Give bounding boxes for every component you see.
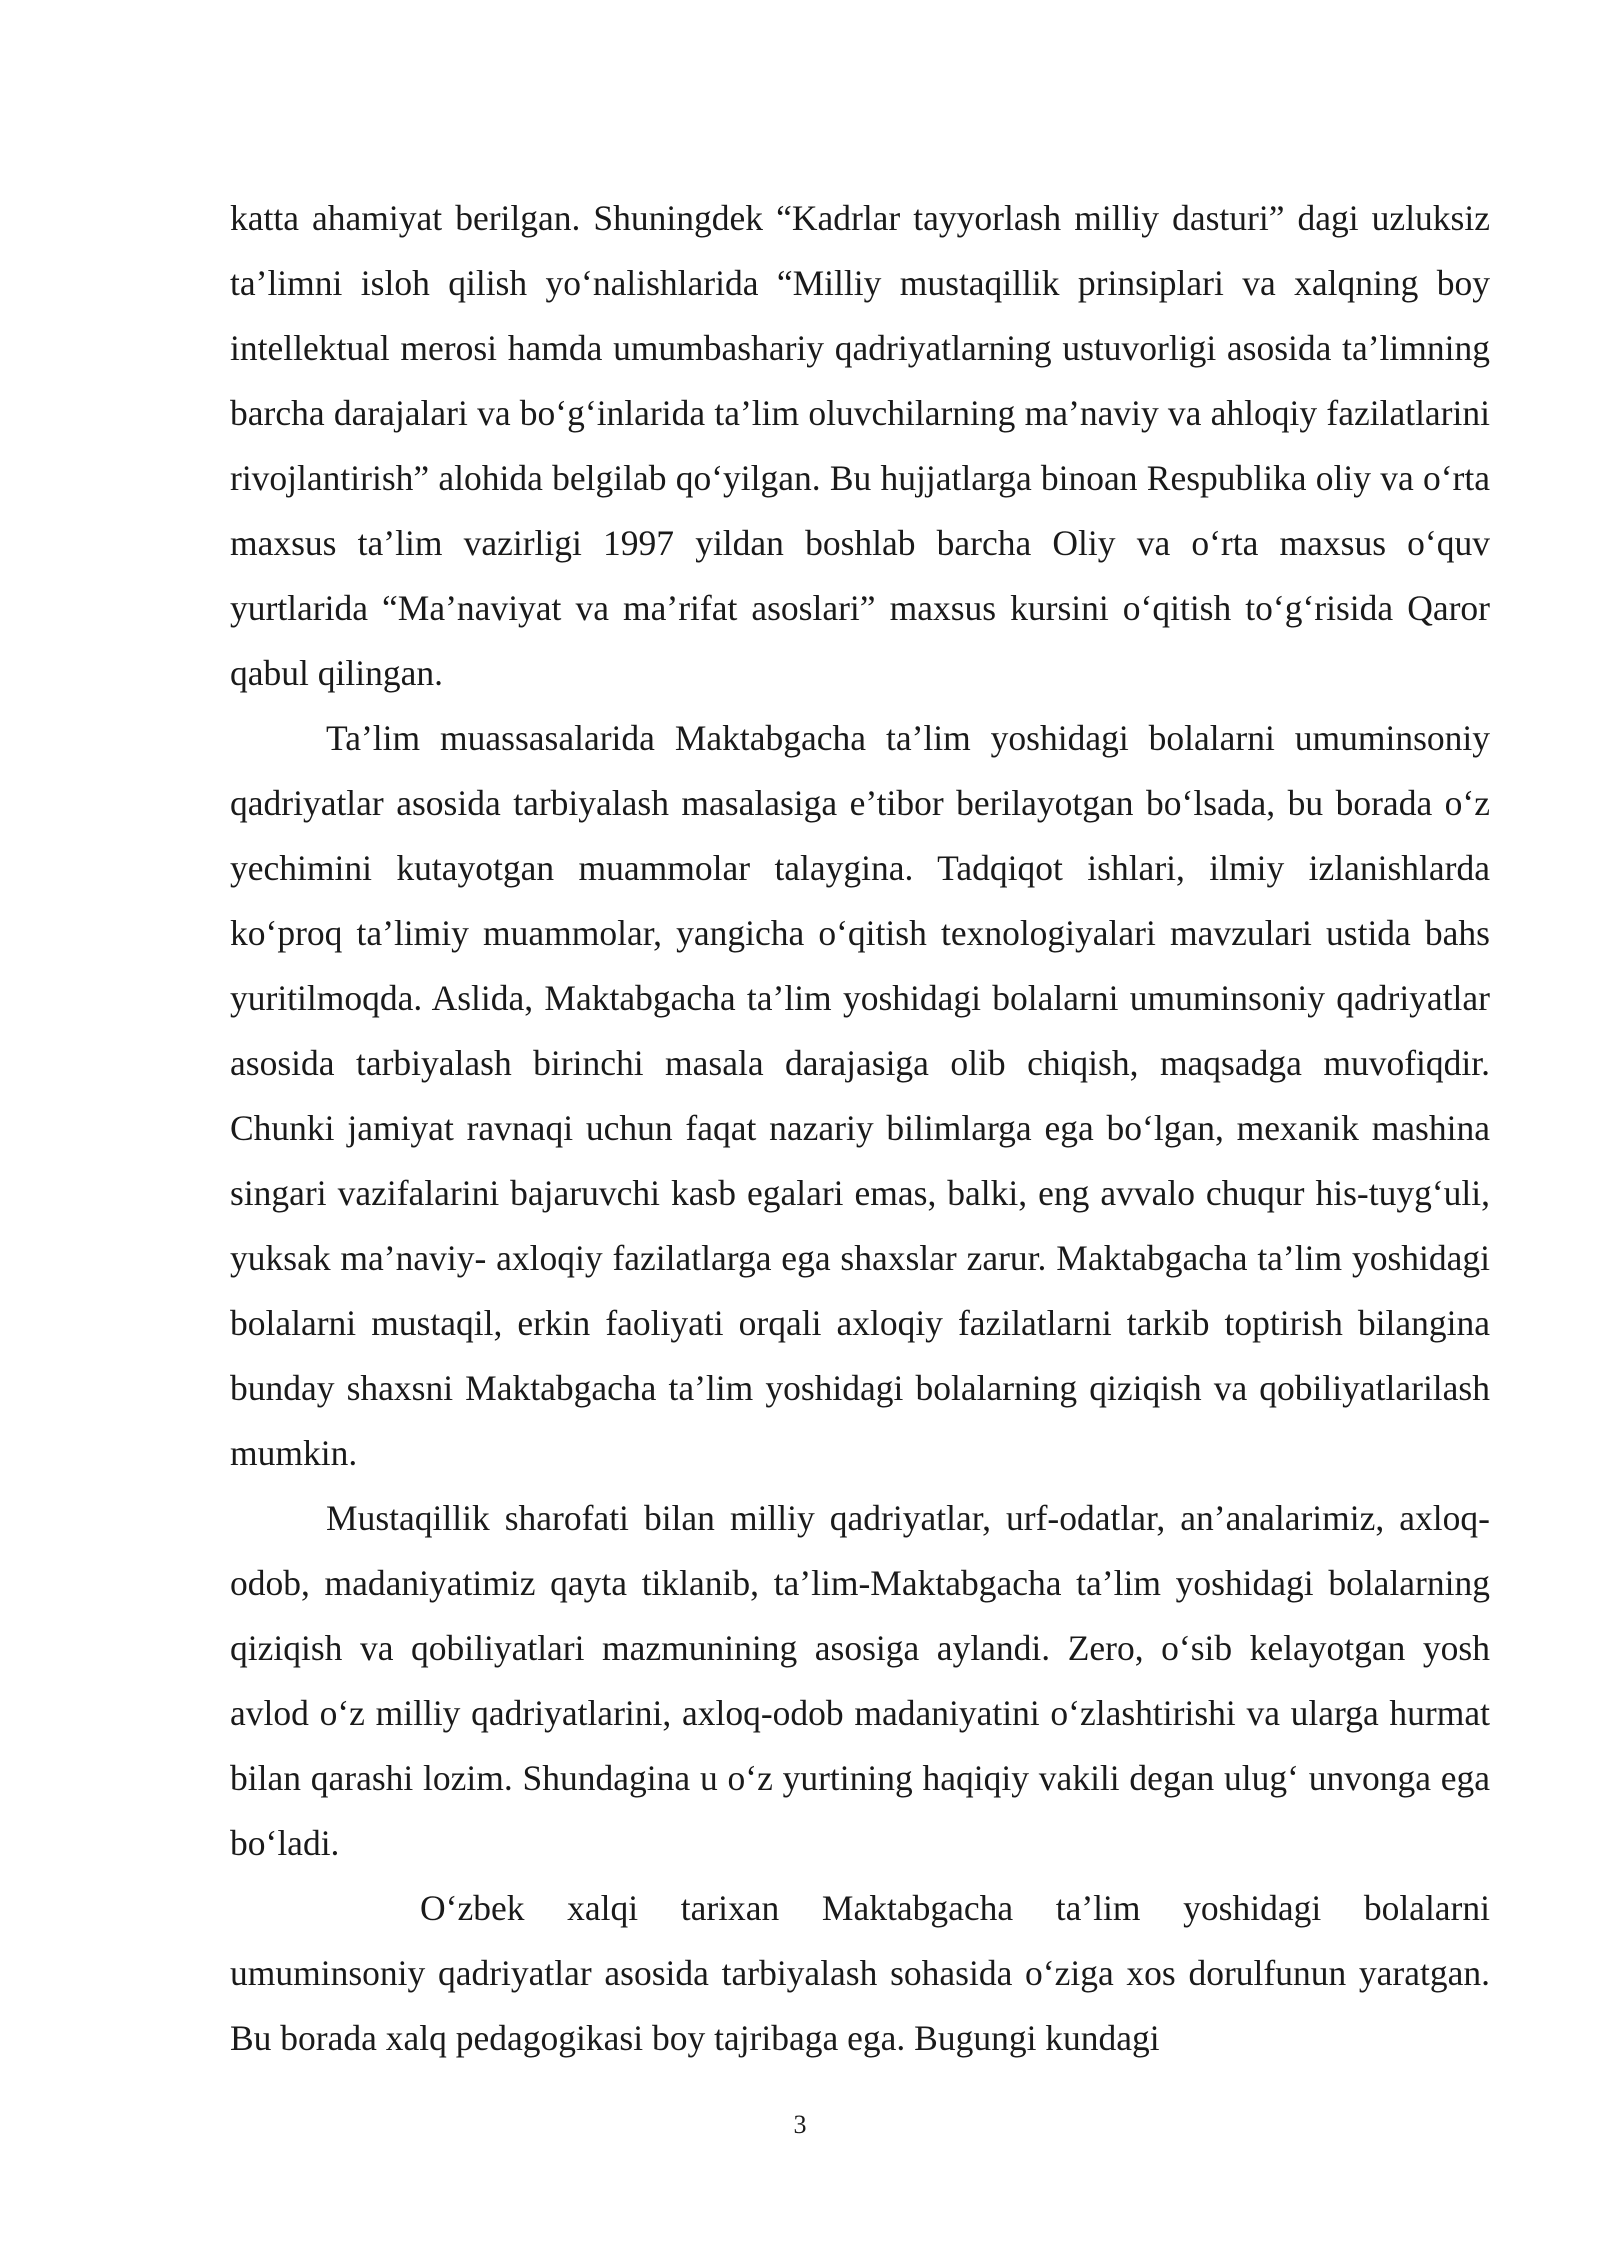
paragraph-2: Ta’lim muassasalarida Maktabgacha ta’lim yoshidagi bolalarni umuminsoniy qadriyatlar asosida tarbiyalash masalasiga e’tibor berilayotgan bo‘lsada, bu borada o‘z yechimini kutayotgan muammolar talaygina. Tadqiqot ishlari, ilmiy izlanishlarda ko‘proq ta’limiy muammolar, yangicha o‘qitish texnologiyalari mavzulari ustida bahs yuritilmoqda. Aslida, Maktabgacha ta’lim yoshidagi bolalarni umuminsoniy qadriyatlar asosida tarbiyalash birinchi masala darajasiga olib chiqish, maqsadga muvofiqdir. Chunki jamiyat ravnaqi uchun faqat nazariy bilimlarga ega bo‘lgan, mexanik mashina singari vazifalarini bajaruvchi kasb egalari emas, balki, eng avvalo chuqur his-tuyg‘uli, yuksak ma’naviy- axloqiy fazilatlarga ega shaxslar zarur. Maktabgacha ta’lim yoshidagi bolalarni mustaqil, erkin faoliyati orqali axloqiy fazilatlarni tarkib toptirish bilangina bunday shaxsni Maktabgacha ta’lim yoshidagi bolalarning qiziqish va qobiliyatlarilash mumkin. <box>230 718 1490 1473</box>
body-text <box>230 186 1490 2071</box>
page-number: 3 <box>793 2110 807 2139</box>
paragraph-3: Mustaqillik sharofati bilan milliy qadriyatlar, urf-odatlar, an’analarimiz, axloq-odob, madaniyatimiz qayta tiklanib, ta’lim-Maktabgacha ta’lim yoshidagi bolalarning qiziqish va qobiliyatlari mazmunining asosiga aylandi. Zero, o‘sib kelayotgan yosh avlod o‘z milliy qadriyatlarini, axloq-odob madaniyatini o‘zlashtirishi va ularga hurmat bilan qarashi lozim. Shundagina u o‘z yurtining haqiqiy vakili degan ulug‘ unvonga ega bo‘ladi. <box>230 1498 1490 1863</box>
paragraph-1: katta ahamiyat berilgan. Shuningdek “Kadrlar tayyorlash milliy dasturi” dagi uzluksiz ta’limni isloh qilish yo‘nalishlarida “Milliy mustaqillik prinsiplari va xalqning boy intellektual merosi hamda umumbashariy qadriyatlarning ustuvorligi asosida ta’limning barcha darajalari va bo‘g‘inlarida ta’lim oluvchilarning ma’naviy va ahloqiy fazilatlarini rivojlantirish” alohida belgilab qo‘yilgan. Bu hujjatlarga binoan Respublika oliy va o‘rta maxsus ta’lim vazirligi 1997 yildan boshlab barcha Oliy va o‘rta maxsus o‘quv yurtlarida “Ma’naviyat va ma’rifat asoslari” maxsus kursini o‘qitish to‘g‘risida Qaror qabul qilingan. <box>230 198 1490 693</box>
paragraph-4: O‘zbek xalqi tarixan Maktabgacha ta’lim yoshidagi bolalarni umuminsoniy qadriyatlar asosida tarbiyalash sohasida o‘ziga xos dorulfunun yaratgan. Bu borada xalq pedagogikasi boy tajribaga ega. Bugungi kundagi <box>230 1888 1490 2058</box>
